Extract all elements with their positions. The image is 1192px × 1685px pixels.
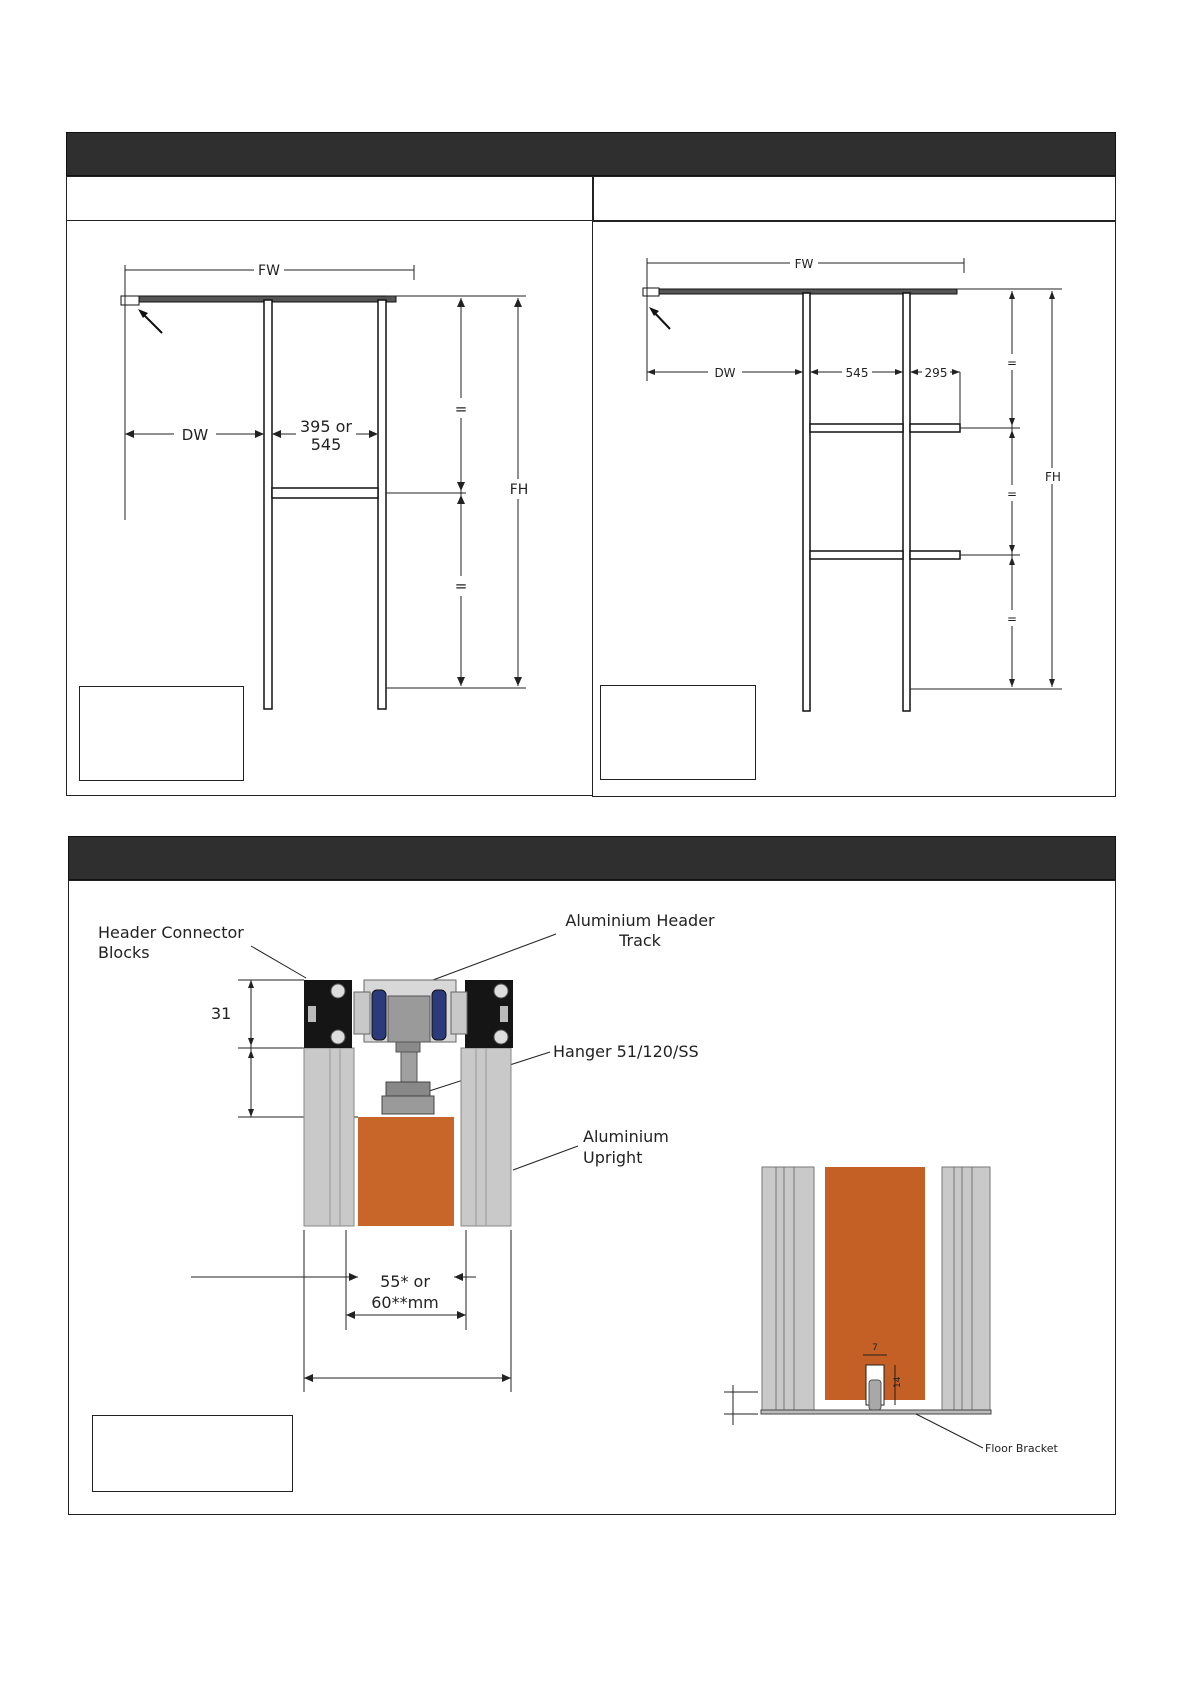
header-end-cap	[643, 288, 659, 296]
top-left-subheader	[66, 176, 593, 221]
floor-upright-left	[762, 1167, 814, 1412]
header-connector-label-line1: Header Connector	[98, 923, 244, 942]
upright-left	[803, 293, 810, 711]
aluminium-header-label-line1: Aluminium Header	[565, 911, 715, 930]
mid-rail	[272, 488, 378, 498]
wheel-right	[432, 990, 446, 1040]
top-left-note-box	[79, 686, 244, 781]
door-panel	[358, 1117, 454, 1226]
header-connector-label-line2: Blocks	[98, 943, 150, 962]
top-right-note-box	[600, 685, 756, 780]
equal-3: =	[1006, 612, 1018, 626]
fh-label: FH	[509, 482, 529, 498]
fw-label: FW	[258, 263, 280, 279]
shelf-arm-lower	[910, 551, 960, 559]
hanger-label: Hanger 51/120/SS	[553, 1042, 699, 1061]
width-label-line2: 60**mm	[371, 1293, 439, 1312]
header-track	[122, 296, 396, 302]
shelf-arm-upper	[910, 424, 960, 432]
upright-left	[264, 300, 272, 709]
width-label-line2: 545	[310, 435, 342, 454]
top-right-subheader	[593, 176, 1116, 221]
width-label-line1: 55* or	[380, 1272, 430, 1291]
equal-1: =	[1006, 356, 1018, 370]
dim-295-label: 295	[924, 366, 948, 380]
floor-dim-14: 14	[893, 1376, 903, 1388]
upright-right	[903, 293, 910, 711]
aluminium-header-label-line2: Track	[619, 931, 661, 950]
header-end-cap	[121, 296, 139, 305]
aluminium-upright-label-line1: Aluminium	[583, 1127, 669, 1146]
dw-label: DW	[714, 366, 736, 380]
wheel-left	[372, 990, 386, 1040]
equal-2: =	[1006, 487, 1018, 501]
hanger-stem	[396, 1042, 420, 1052]
floor-bracket-label: Floor Bracket	[985, 1442, 1058, 1455]
upright-left	[304, 1048, 354, 1226]
dw-label: DW	[181, 426, 209, 444]
mid-rail-upper	[810, 424, 903, 432]
aluminium-upright-label-line2: Upright	[583, 1148, 643, 1167]
width-label-line1: 395 or	[300, 417, 352, 436]
mid-rail-lower	[810, 551, 903, 559]
floor-bracket	[761, 1410, 991, 1414]
bottom-section-header-band	[68, 836, 1116, 880]
top-section-header-band	[66, 132, 1116, 176]
floor-dim-7: 7	[872, 1343, 878, 1353]
upright-right	[378, 300, 386, 709]
fw-label: FW	[794, 257, 814, 271]
equal-lower: =	[454, 577, 468, 595]
floor-upright-right	[942, 1167, 990, 1412]
dim-31-label: 31	[211, 1004, 232, 1023]
bottom-note-box	[92, 1415, 293, 1492]
dim-545-label: 545	[845, 366, 869, 380]
equal-upper: =	[454, 400, 468, 418]
fh-label: FH	[1045, 470, 1061, 484]
